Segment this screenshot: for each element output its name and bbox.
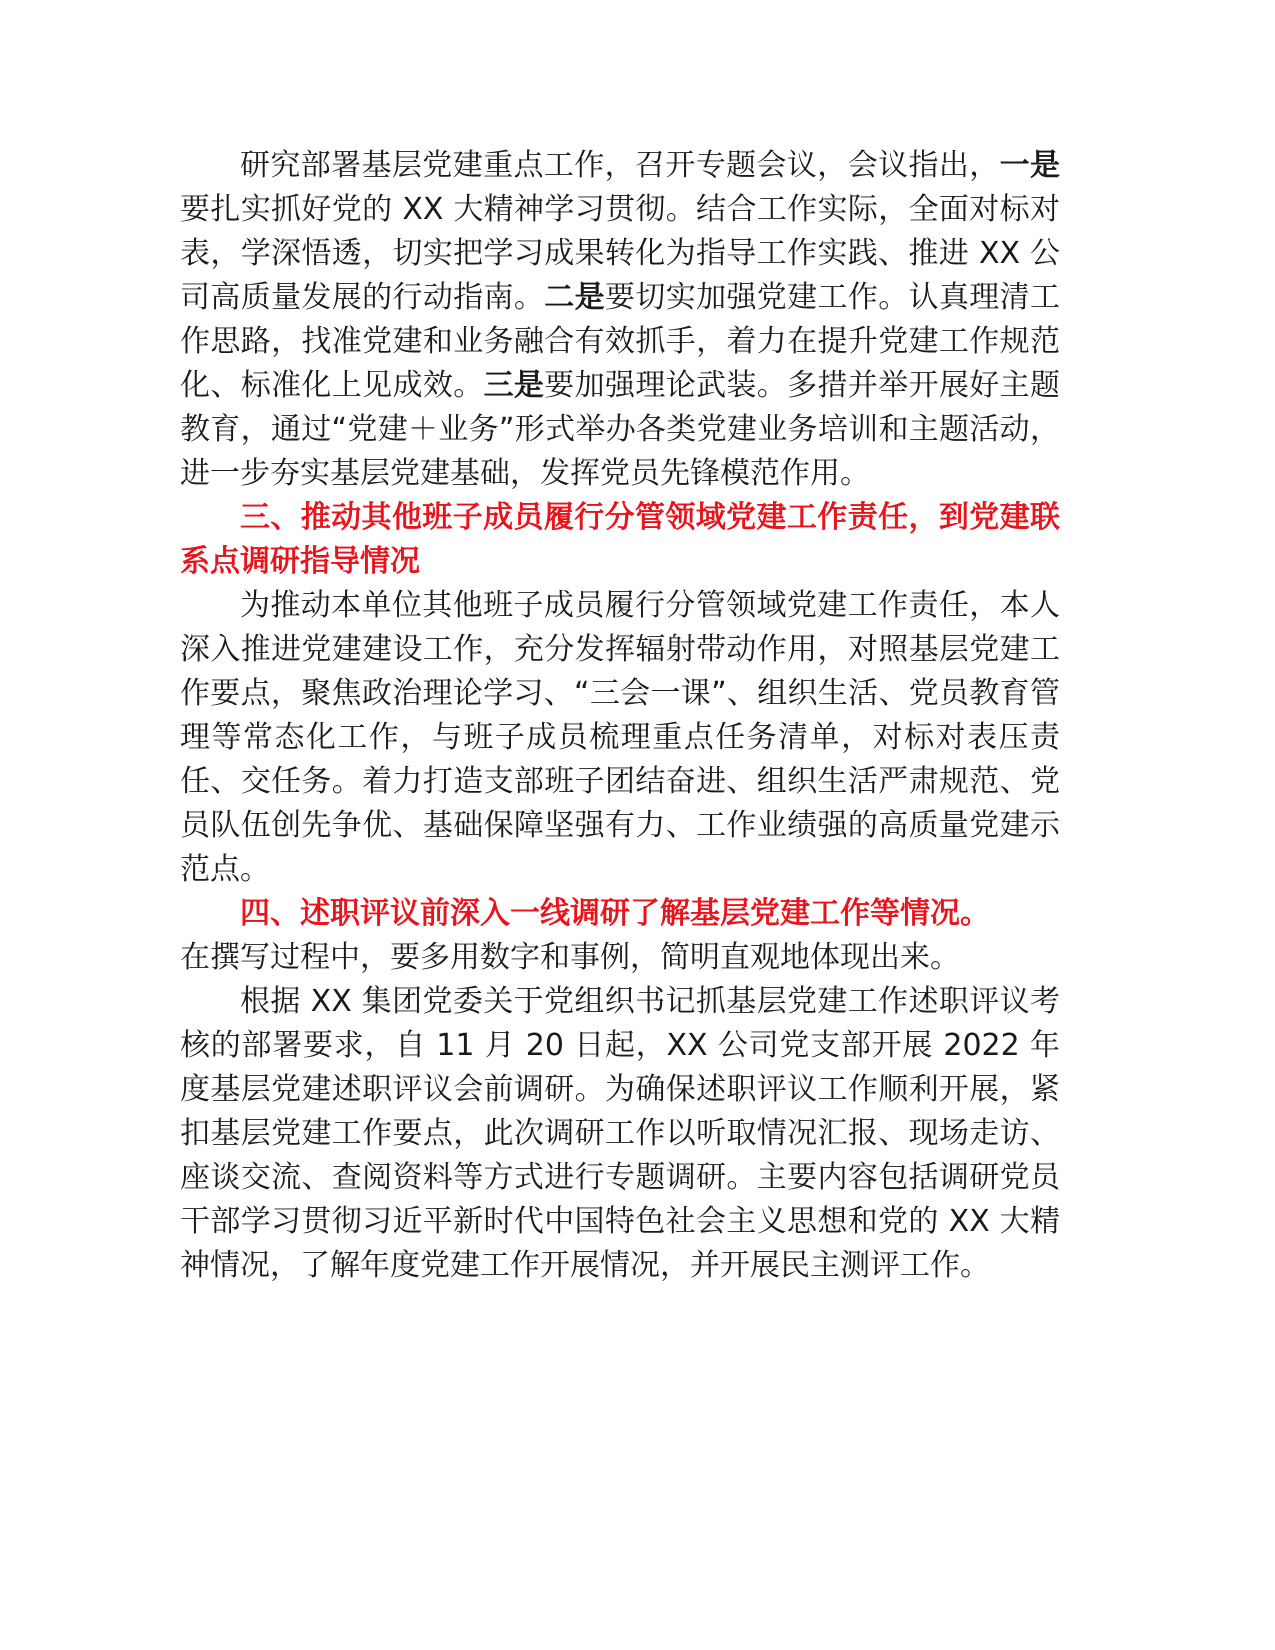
point-one-label: 一是 [999, 148, 1061, 183]
point-three-label: 三是 [483, 368, 545, 403]
writing-note: 在撰写过程中，要多用数字和事例，简明直观地体现出来。 [180, 940, 960, 975]
section-heading-three: 三、推动其他班子成员履行分管领域党建工作责任，到党建联系点调研指导情况 [180, 500, 1060, 579]
point-two-text: 要切实加强党建工作。认真理清工作思路，找准党建和业务融合有效抓手，着力在提升党建工作规范化、标准化上见成效。 [180, 280, 1061, 403]
paragraph-research: 根据 XX 集团党委关于党组织书记抓基层党建工作述职评议考核的部署要求，自 11 月 20 日起，XX 公司党支部开展 2022 年度基层党建述职评议会前调研。为确保述职评议工作顺利开展，紧扣基层党建工作要点，此次调研工作以听取情况汇报、现场走访、座谈交流、查阅资料等方式进行专题调研。主要内容包括调研党员干部学习贯彻习近平新时代中国特色社会主义思想和党的 XX 大精神情况，了解年度党建工作开展情况，并开展民主测评工作。 [180, 984, 1060, 1283]
paragraph-meeting [180, 144, 1060, 496]
document-page [180, 144, 1060, 1288]
meeting-intro-text: 研究部署基层党建重点工作，召开专题会议，会议指出， [240, 148, 1000, 183]
paragraph-responsibility: 为推动本单位其他班子成员履行分管领域党建工作责任，本人深入推进党建建设工作，充分发挥辐射带动作用，对照基层党建工作要点，聚焦政治理论学习、“三会一课”、组织生活、党员教育管理等常态化工作，与班子成员梳理重点任务清单，对标对表压责任、交任务。着力打造支部班子团结奋进、组织生活严肃规范、党员队伍创先争优、基础保障坚强有力、工作业绩强的高质量党建示范点。 [180, 588, 1060, 887]
point-two-label: 二是 [544, 280, 606, 315]
point-one-text: 要扎实抓好党的 XX 大精神学习贯彻。结合工作实际，全面对标对表，学深悟透，切实把学习成果转化为指导工作实践、推进 XX 公司高质量发展的行动指南。 [180, 192, 1060, 315]
section-heading-four: 四、述职评议前深入一线调研了解基层党建工作等情况。 [240, 896, 990, 931]
point-three-text: 要加强理论武装。多措并举开展好主题教育，通过“党建＋业务”形式举办各类党建业务培训和主题活动，进一步夯实基层党建基础，发挥党员先锋模范作用。 [180, 368, 1061, 491]
